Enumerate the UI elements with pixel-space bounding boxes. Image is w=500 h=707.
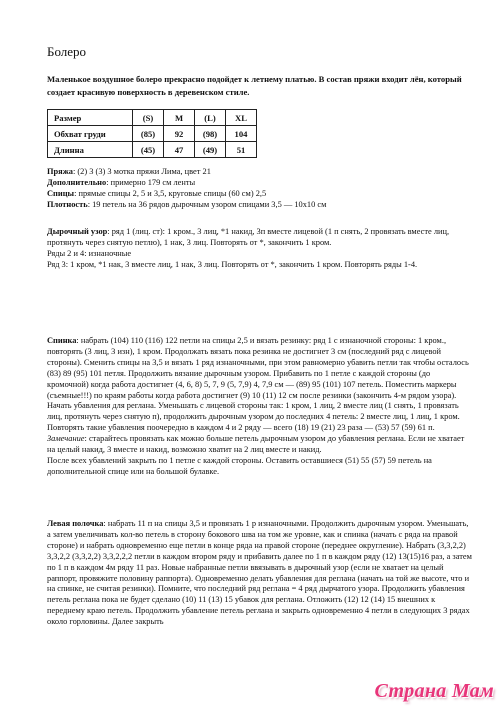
spec-value: : 19 петель на 36 рядов дырочным узором спицами 3,5 — 10х10 см — [87, 199, 327, 209]
back-paragraph-1 — [47, 336, 473, 401]
table-cell: (85) — [133, 126, 164, 142]
size-table — [47, 109, 257, 158]
spec-label: Пряжа — [47, 167, 73, 176]
table-row — [48, 126, 257, 142]
table-cell: (49) — [195, 142, 226, 158]
section-label: Дырочный узор — [47, 227, 108, 236]
table-cell: (98) — [195, 126, 226, 142]
document-title: Болеро — [47, 44, 87, 59]
spec-label: Плотность — [47, 199, 88, 209]
spec-label: Дополнительно — [47, 177, 107, 187]
table-cell: XL — [226, 110, 257, 126]
table-cell: 51 — [226, 142, 257, 158]
spec-value: : (2) 3 (3) 3 мотка пряжи Лима, цвет 21 — [72, 167, 211, 176]
back-paragraph-3: После всех убавлений закрыть по 1 петле с каждой стороны. Оставить оставшиеся (51) 55 (57) 59 петель на дополнительной спице или на большой булавке. — [47, 455, 432, 476]
intro-paragraph: Маленькое воздушное болеро прекрасно подойдет к летнему платью. В состав пряжи входит лён, который создает красивую поверхность в деревенском стиле. — [47, 74, 462, 97]
back-paragraph-2: Начать убавления для реглана. Уменьшать с лицевой стороны так: 1 кром, 1 лиц, 2 вместе лиц (1 снять, 1 провязать лиц, протянуть через снятую п), продолжить дырочным узором до последних 4 петель: 2 вместе лиц, 1 лиц, 1 кром. Повторять такие убавления поочередно в каждом 4 и 2 ряду — всего (18) 19 (21) 23 раза — (53) 57 (59) 61 п. — [47, 401, 460, 433]
table-cell: 47 — [164, 142, 195, 158]
paragraph-text: : старайтесь провязать как можно больше петель дырочным узором до убавления реглана. Если не хватает на целый накид, 3 вместе и накид, возможно хватит на 2 лиц вместе и накид. — [47, 434, 465, 455]
back-section — [47, 336, 473, 478]
left-front-section — [47, 519, 473, 628]
spec-needles — [47, 189, 473, 200]
note-label: Замечание — [47, 434, 85, 444]
spec-yarn — [47, 167, 473, 178]
spec-label: Спицы — [47, 188, 75, 198]
spec-extra — [47, 178, 473, 189]
table-cell: Обхват груди — [48, 126, 133, 142]
site-logo: Страна Мам — [374, 680, 494, 702]
table-cell: (45) — [133, 142, 164, 158]
pattern-rows-2-4: Ряды 2 и 4: изнаночные — [47, 248, 132, 258]
pattern-row-3: Ряд 3: 1 кром, *1 нак, 3 вместе лиц, 1 нак, 3 лиц. Повторять от *, закончить 1 кром. Повторять ряды 1-4. — [47, 259, 418, 269]
table-cell: Длинна — [48, 142, 133, 158]
paragraph-text: : набрать (104) 110 (116) 122 петли на спицы 2,5 и вязать резинку: ряд 1 с изнаночной стороны: 1 кром., повторять (3 лиц, 3 изн), 1 кром. Продолжать вязать пока резинка не достигнет 3 см (последний ряд с лицевой стороны). Сменить спицы на 3,5 и вязать 1 ряд изнаночными, при этом равномерно убавить петли так чтобы осталось (83) 89 (95) 101 петля. Продолжить вязание дырочным узором. Прибавить по 1 петле с каждой стороны (до кромочной) когда работа достигнет (4, 6, 8) 5, 7, 9 (5, 7,9) 4, 7,9 см — (89) 95 (101) 107 петель. Поместить маркеры (съемные!!!) по краям работы когда работа достигнет (9) 10 (11) 12 см после резинки (закончить 4-м рядом узора). — [47, 336, 469, 400]
spec-density — [47, 200, 473, 211]
table-cell: (S) — [133, 110, 164, 126]
table-cell: 104 — [226, 126, 257, 142]
table-row — [48, 142, 257, 158]
back-note — [47, 434, 473, 456]
table-cell: M — [164, 110, 195, 126]
pattern-section — [47, 227, 473, 271]
spec-value: : примерно 179 см ленты — [106, 177, 196, 187]
paragraph-text: : набрать 11 п на спицы 3,5 и провязать 1 р изнаночными. Продолжить дырочным узором. Уменьшать, а затем увеличивать кол-во петель в сторону бокового шва на том же уровне, как и спинка (начать с ряда на правой стороне) и набрать одновременно еще петли в конце ряда на правой стороне (переднее округление). Набрать (3,3,2,2) 3,3,2,2 (3,3,2,2) 3,3,2,2,2 петли в каждом втором ряду и прибавить далее по 1 п в каждом ряду (12) 13(15)16 раз, а затем по 1 п в каждом 4м ряду 11 раз. Новые набранные петли ввязывать в дырочный узор (если не хватает на целый раппорт, провяжите половину раппорта). Одновременно делать убавления для реглана (начать на той же высоте, что и на спинке, не считая резинки). Помните, что последний ряд реглана = 4 ряд дырчатого узора. Продолжить убавления петель реглана пока не будет сделано (10) 11 (13) 15 убавок для реглана. Отложить (12) 12 (14) 15 внешних к переднему краю петель. Продолжить убавление петель реглана и закрыть одновременно 4 петли в следующих 3 рядах около горловины. Далее закрыть — [47, 519, 472, 627]
section-label: Спинка — [47, 336, 77, 345]
pattern-paragraph — [47, 227, 473, 249]
table-row — [48, 110, 257, 126]
paragraph-text: : ряд 1 (лиц. ст): 1 кром., 3 лиц, *1 накид, 3п вместе лицевой (1 п снять, 2 провязать вместе лиц, протянуть через снятую петлю), 1 нак, 3 лиц. Повторять от *, закончить 1 кром. — [47, 227, 450, 247]
spec-value: : прямые спицы 2, 5 и 3,5, круговые спицы (60 см) 2,5 — [74, 188, 267, 198]
table-cell: Размер — [48, 110, 133, 126]
specs-block — [47, 167, 473, 211]
section-label: Левая полочка — [47, 519, 104, 528]
left-front-paragraph — [47, 519, 473, 628]
table-cell: (L) — [195, 110, 226, 126]
table-cell: 92 — [164, 126, 195, 142]
